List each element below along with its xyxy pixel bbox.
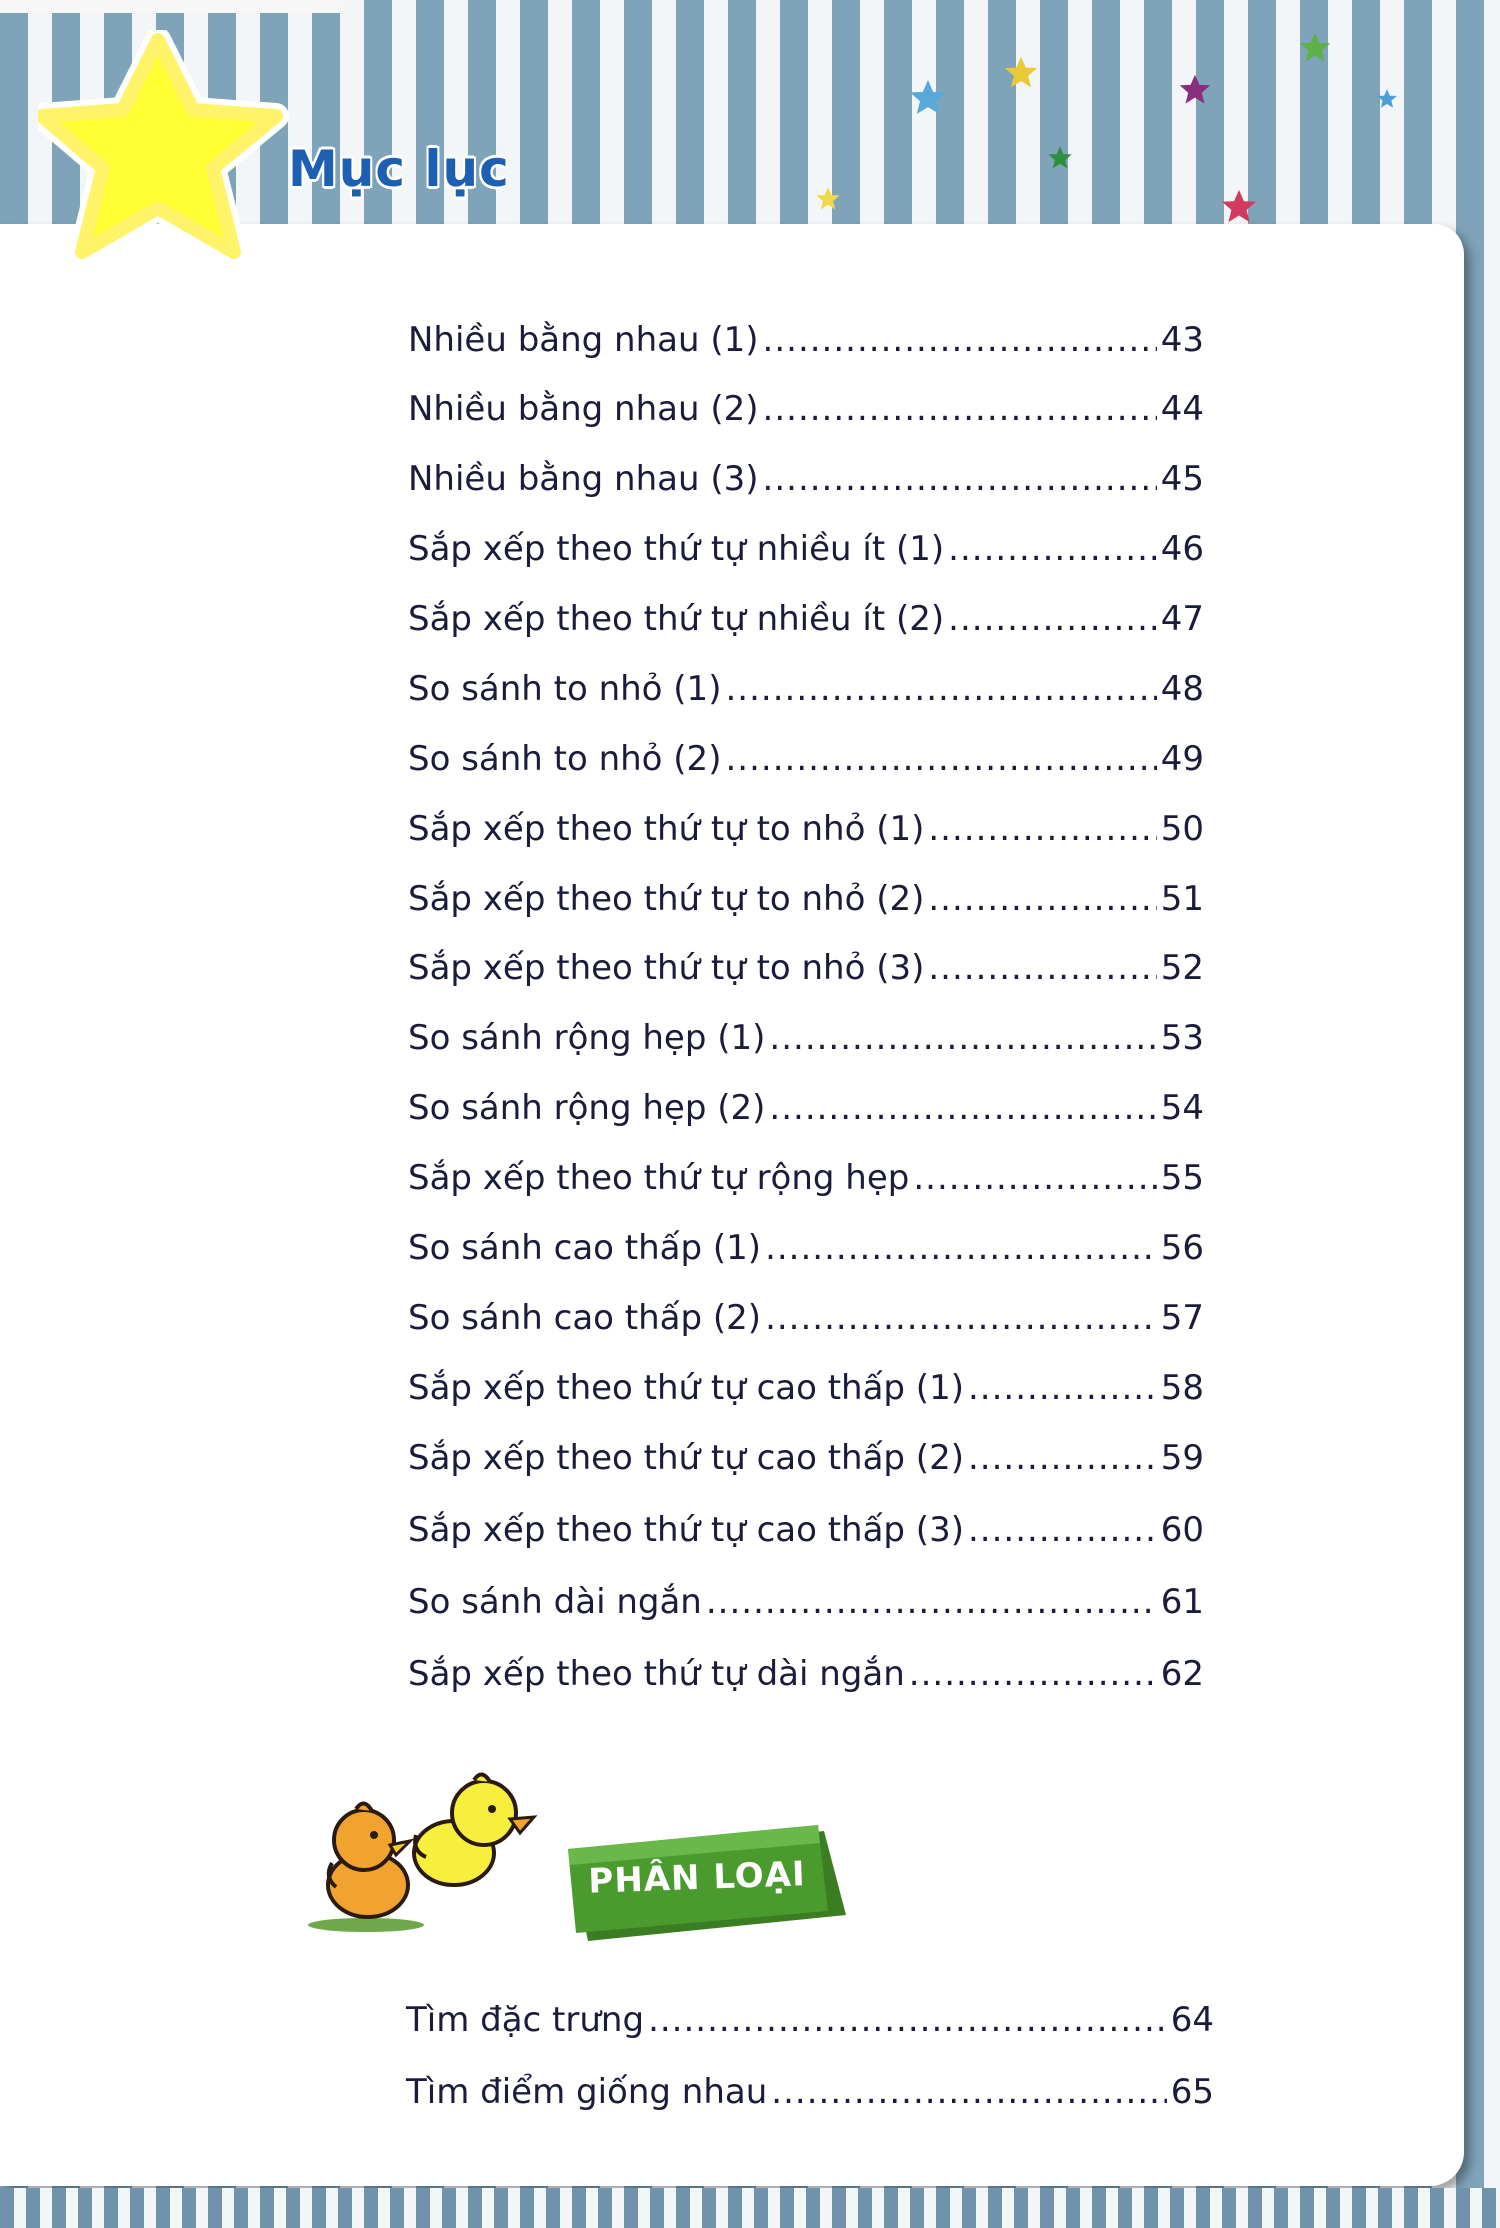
toc-entry[interactable] — [408, 1084, 1204, 1132]
toc-entry[interactable] — [406, 1996, 1214, 2044]
dot-leader — [968, 1506, 1157, 1554]
toc-entry-page: 57 — [1160, 1298, 1204, 1338]
toc-entry-page: 55 — [1160, 1158, 1204, 1198]
bottom-stripes — [0, 2188, 1500, 2228]
dot-leader — [725, 665, 1156, 713]
toc-entry[interactable] — [408, 1506, 1204, 1554]
dot-leader — [763, 316, 1157, 364]
toc-entry-page: 53 — [1160, 1018, 1204, 1058]
toc-entry[interactable] — [408, 1294, 1204, 1342]
dot-leader — [769, 1084, 1156, 1132]
dot-leader — [948, 595, 1157, 643]
star-icon — [908, 78, 948, 118]
dot-leader — [771, 2068, 1166, 2116]
toc-entry[interactable] — [408, 1224, 1204, 1272]
dot-leader — [928, 944, 1156, 992]
star-icon — [1178, 73, 1212, 107]
dot-leader — [948, 525, 1157, 573]
toc-entry-page: 45 — [1160, 459, 1204, 499]
dot-leader — [968, 1434, 1157, 1482]
toc-entry-label: Sắp xếp theo thứ tự cao thấp (2) — [408, 1438, 964, 1478]
toc-entry-page: 44 — [1160, 389, 1204, 429]
toc-entry-label: Sắp xếp theo thứ tự cao thấp (3) — [408, 1510, 964, 1550]
toc-entry[interactable] — [408, 316, 1204, 364]
toc-entry-label: Sắp xếp theo thứ tự to nhỏ (2) — [408, 879, 925, 919]
toc-entry-label: Sắp xếp theo thứ tự nhiều ít (2) — [408, 599, 945, 639]
toc-entry-label: Nhiều bằng nhau (3) — [408, 459, 759, 499]
toc-entry[interactable] — [408, 944, 1204, 992]
toc-entry[interactable] — [408, 385, 1204, 433]
toc-entry-label: So sánh dài ngắn — [408, 1582, 702, 1622]
toc-entry-label: Sắp xếp theo thứ tự to nhỏ (3) — [408, 948, 925, 988]
star-icon — [1298, 31, 1332, 65]
toc-entry-label: Sắp xếp theo thứ tự rộng hẹp — [408, 1158, 910, 1198]
star-icon — [1047, 145, 1073, 171]
toc-entry-page: 48 — [1160, 669, 1204, 709]
toc-entry-page: 46 — [1160, 529, 1204, 569]
toc-entry-label: So sánh rộng hẹp (1) — [408, 1018, 766, 1058]
toc-entry-page: 59 — [1160, 1438, 1204, 1478]
dot-leader — [706, 1578, 1157, 1626]
toc-entry[interactable] — [408, 455, 1204, 503]
section-heading: PHÂN LOẠI — [587, 1854, 807, 1902]
star-icon — [1376, 88, 1398, 110]
toc-entry[interactable] — [408, 1014, 1204, 1062]
toc-entry-label: So sánh rộng hẹp (2) — [408, 1088, 766, 1128]
toc-entry-label: Sắp xếp theo thứ tự nhiều ít (1) — [408, 529, 945, 569]
dot-leader — [765, 1224, 1157, 1272]
toc-entry-page: 43 — [1160, 320, 1204, 360]
toc-entry-page: 54 — [1160, 1088, 1204, 1128]
toc-entry[interactable] — [408, 525, 1204, 573]
toc-entry[interactable] — [408, 1578, 1204, 1626]
page-edge — [0, 0, 345, 13]
dot-leader — [648, 1996, 1167, 2044]
toc-entry-label: Nhiều bằng nhau (1) — [408, 320, 759, 360]
dot-leader — [928, 875, 1156, 923]
duck-icon — [306, 1765, 546, 1935]
toc-entry[interactable] — [408, 1434, 1204, 1482]
toc-entry-label: Sắp xếp theo thứ tự cao thấp (1) — [408, 1368, 964, 1408]
toc-entry[interactable] — [408, 1154, 1204, 1202]
toc-entry[interactable] — [406, 2068, 1214, 2116]
toc-entry[interactable] — [408, 1650, 1204, 1698]
toc-entry-label: Sắp xếp theo thứ tự dài ngắn — [408, 1654, 905, 1694]
toc-entry-page: 64 — [1170, 2000, 1214, 2040]
dot-leader — [765, 1294, 1157, 1342]
toc-entry-label: Tìm điểm giống nhau — [406, 2072, 768, 2112]
toc-entry[interactable] — [408, 595, 1204, 643]
toc-entry-label: So sánh to nhỏ (2) — [408, 739, 722, 779]
dot-leader — [725, 735, 1156, 783]
toc-entry[interactable] — [408, 1364, 1204, 1412]
toc-entry-label: So sánh cao thấp (1) — [408, 1228, 762, 1268]
toc-entry-page: 58 — [1160, 1368, 1204, 1408]
toc-entry-page: 56 — [1160, 1228, 1204, 1268]
dot-leader — [763, 385, 1157, 433]
dot-leader — [909, 1650, 1157, 1698]
page-title: Mục lục — [288, 140, 510, 198]
dot-leader — [769, 1014, 1156, 1062]
toc-entry-page: 47 — [1160, 599, 1204, 639]
toc-entry-label: Sắp xếp theo thứ tự to nhỏ (1) — [408, 809, 925, 849]
toc-entry-page: 50 — [1160, 809, 1204, 849]
toc-entry[interactable] — [408, 875, 1204, 923]
toc-entry-page: 60 — [1160, 1510, 1204, 1550]
toc-entry-page: 62 — [1160, 1654, 1204, 1694]
dot-leader — [928, 805, 1156, 853]
toc-entry-page: 49 — [1160, 739, 1204, 779]
dot-leader — [763, 455, 1157, 503]
dot-leader — [968, 1364, 1157, 1412]
star-icon — [38, 30, 298, 270]
toc-entry[interactable] — [408, 805, 1204, 853]
toc-entry-page: 51 — [1160, 879, 1204, 919]
toc-entry-page: 61 — [1160, 1582, 1204, 1622]
toc-entry[interactable] — [408, 735, 1204, 783]
toc-entry-page: 65 — [1170, 2072, 1214, 2112]
dot-leader — [913, 1154, 1156, 1202]
toc-entry-label: So sánh to nhỏ (1) — [408, 669, 722, 709]
star-icon — [815, 186, 841, 212]
toc-entry-label: Tìm đặc trưng — [406, 2000, 645, 2040]
toc-entry-label: Nhiều bằng nhau (2) — [408, 389, 759, 429]
star-icon — [1220, 188, 1258, 226]
toc-entry-label: So sánh cao thấp (2) — [408, 1298, 762, 1338]
toc-entry[interactable] — [408, 665, 1204, 713]
toc-entry-page: 52 — [1160, 948, 1204, 988]
star-icon — [1003, 55, 1039, 91]
